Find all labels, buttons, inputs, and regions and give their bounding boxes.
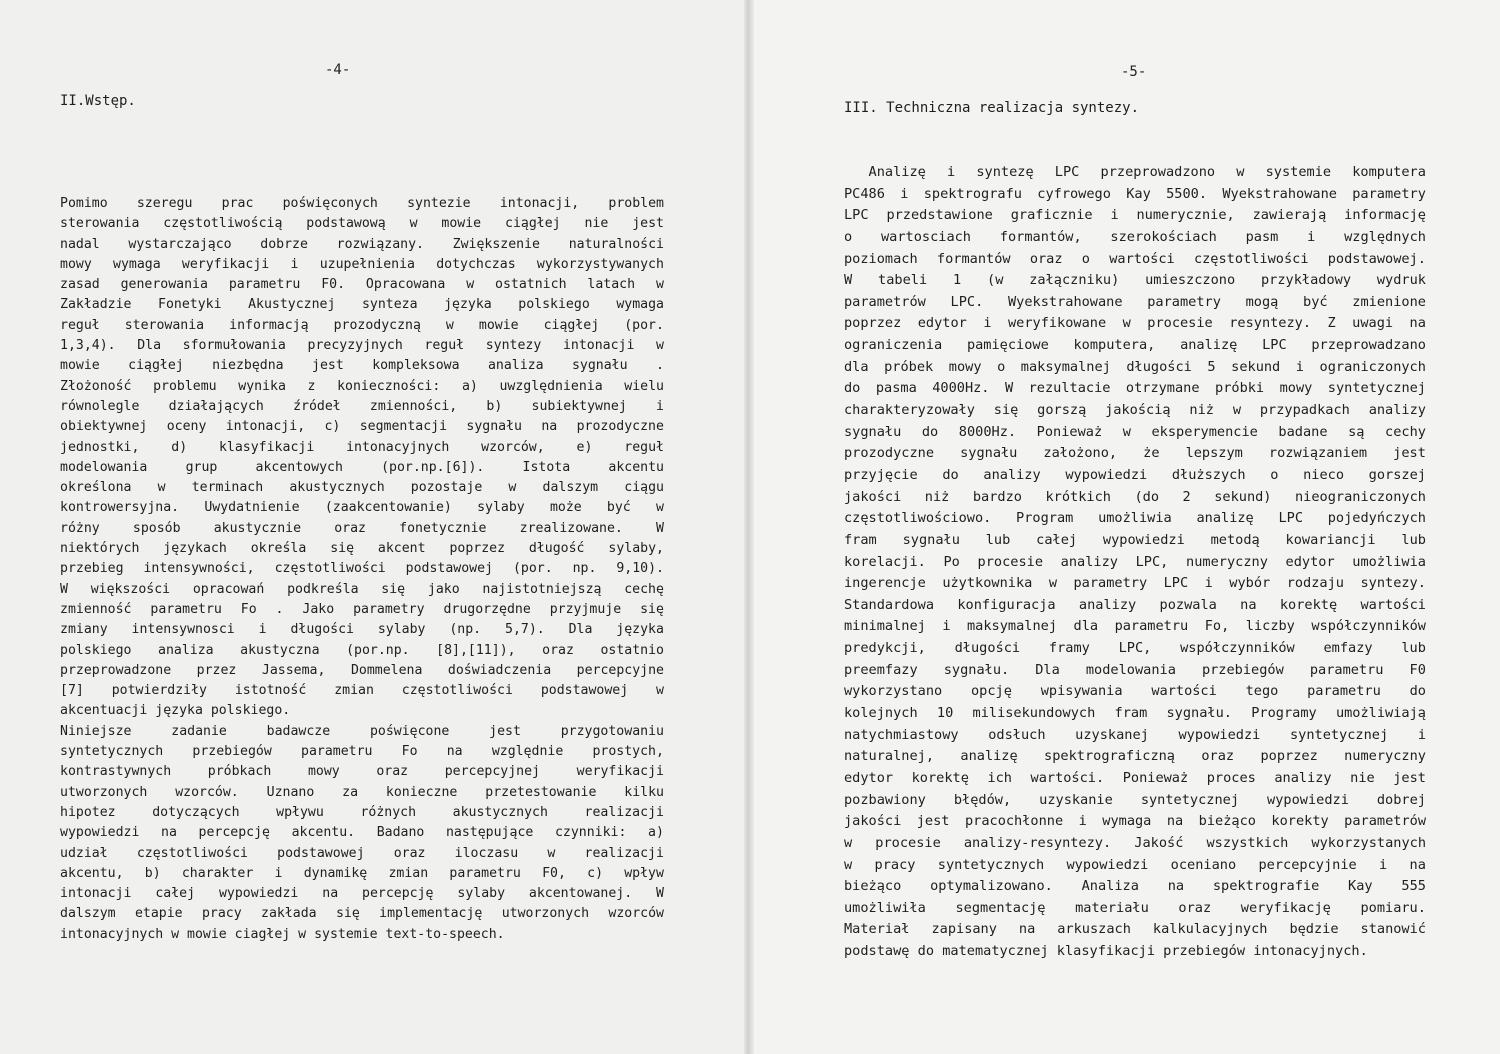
text-line: intonacyjnych w mowie ciagłej w systemie text-to-speech. — [60, 926, 505, 942]
text-line: niektórych językach określa się akcent poprzez długość sylaby, — [60, 541, 664, 557]
text-line: równolegle działających źródeł zmienności, b) subiektywnej i — [60, 398, 664, 414]
section-heading: II.Wstęp. — [60, 93, 136, 109]
body-text — [60, 194, 664, 945]
text-line: ograniczenia pamięciowe komputera, analizę LPC przeprowadzano — [844, 337, 1426, 354]
text-line: poprzez edytor i weryfikowane w procesie resyntezy. Z uwagi na — [844, 315, 1426, 332]
text-line: preemfazy sygnału. Dla modelowania przebiegów parametru F0 — [844, 661, 1426, 678]
text-line: naturalnej, analizę spektrograficzną oraz poprzez numeryczny — [844, 748, 1426, 765]
text-line: do pasma 4000Hz. W rezultacie otrzymane próbki mowy syntetycznej — [844, 380, 1426, 397]
text-line: Zakładzie Fonetyki Akustycznej synteza języka polskiego wymaga — [60, 297, 664, 313]
text-line: wypowiedzi na percepcję akcentu. Badano następujące czynniki: a) — [60, 825, 664, 841]
text-line: W tabeli 1 (w załączniku) umieszczono przykładowy wydruk — [844, 272, 1426, 289]
text-line: dalszym etapie pracy zakłada się implementację utworzonych wzorców — [60, 906, 664, 922]
text-line: predykcji, długości framy LPC, współczynników emfazy lub — [844, 640, 1426, 657]
book-gutter — [744, 0, 754, 1054]
text-line: reguł sterowania informacją prozodyczną w mowie ciągłej (por. — [60, 317, 664, 333]
text-line: edytor korektę ich wartości. Ponieważ proces analizy nie jest — [844, 769, 1426, 786]
text-line: minimalnej i maksymalnej dla parametru Fo, liczby współczynników — [844, 618, 1426, 635]
text-line: przeprowadzone przez Jassema, Dommelena doświadczenia percepcyjne — [60, 662, 664, 678]
text-line: zasad generowania parametru F0. Opracowana w ostatnich latach w — [60, 277, 664, 293]
text-line: Materiał zapisany na arkuszach kalkulacyjnych będzie stanowić — [844, 921, 1426, 938]
text-line: częstotliwościowo. Program umożliwia analizę LPC pojedyńczych — [844, 510, 1426, 527]
text-line: Analizę i syntezę LPC przeprowadzono w systemie komputera — [844, 164, 1426, 180]
text-line: poziomach formantów oraz o wartości częstotliwości podstawowej. — [844, 250, 1426, 267]
text-line: sygnału do 8000Hz. Ponieważ w eksperymencie badane są cechy — [844, 423, 1426, 440]
text-line: określona w terminach akustycznych pozostaje w dalszym ciągu — [60, 480, 664, 496]
text-line: pozbawiony błędów, uzyskanie syntetycznej wypowiedzi dobrej — [844, 791, 1426, 808]
section-heading: III. Techniczna realizacja syntezy. — [844, 100, 1140, 116]
text-line: bieżąco optymalizowano. Analiza na spektrografie Kay 555 — [844, 878, 1426, 895]
text-line: w procesie analizy-resyntezy. Jakość wszystkich wykorzystanych — [844, 834, 1426, 851]
text-line: w pracy syntetycznych wypowiedzi oceniano percepcyjnie i na — [844, 856, 1426, 873]
text-line: parametrów LPC. Wyekstrahowane parametry mogą być zmienione — [844, 293, 1426, 310]
text-line: jednostki, d) klasyfikacji intonacyjnych wzorców, e) reguł — [60, 439, 664, 455]
text-line: akcentu, b) charakter i dynamikę zmian parametru F0, c) wpływ — [60, 865, 664, 881]
text-line: sterowania częstotliwością podstawową w mowie ciągłej nie jest — [60, 216, 664, 232]
text-line: mowie ciągłej niezbędna jest kompleksowa analiza sygnału . — [60, 358, 664, 374]
page-number: -5- — [1121, 64, 1147, 80]
text-line: umożliwiła segmentację materiału oraz weryfikację pomiaru. — [844, 899, 1426, 916]
text-line: o wartosciach formantów, szerokościach pasm i względnych — [844, 228, 1426, 245]
text-line: mowy wymaga weryfikacji i uzupełnienia dotychczas wykorzystywanych — [60, 256, 664, 272]
text-line: natychmiastowy odsłuch uzyskanej wypowiedzi syntetycznej i — [844, 726, 1426, 743]
text-line: obiektywnej oceny intonacji, c) segmentacji sygnału na prozodyczne — [60, 419, 664, 435]
text-line: przebieg intensywności, częstotliwości podstawowej (por. np. 9,10). — [60, 561, 664, 577]
text-line: intonacji całej wypowiedzi na percepcję sylaby akcentowanej. W — [60, 886, 664, 902]
text-line: korelacji. Po procesie analizy LPC, numeryczny edytor umożliwia — [844, 553, 1426, 570]
text-line: polskiego analiza akustyczna (por.np. [8],[11]), oraz ostatnio — [60, 642, 664, 658]
text-line: zmienność parametru Fo . Jako parametry drugorzędne przyjmuje się — [60, 601, 664, 617]
text-line: przyjęcie do analizy wypowiedzi dłuższych o nieco gorszej — [844, 466, 1426, 483]
text-line: syntetycznych przebiegów parametru Fo na względnie prostych, — [60, 744, 664, 760]
text-line: kontrastywnych próbkach mowy oraz percepcyjnej weryfikacji — [60, 764, 664, 780]
text-line: podstawę do matematycznej klasyfikacji przebiegów intonacyjnych. — [844, 943, 1368, 960]
text-line: prozodyczne sygnału założono, że lepszym rozwiązaniem jest — [844, 445, 1426, 462]
text-line: Złożoność problemu wynika z konieczności: a) uwzględnienia wielu — [60, 378, 664, 394]
page-number: -4- — [325, 62, 351, 78]
text-line: kontrowersyjna. Uwydatnienie (zaakcentowanie) sylaby może być w — [60, 500, 664, 516]
text-line: akcentuacji języka polskiego. — [60, 703, 291, 719]
text-line: Pomimo szeregu prac poświęconych syntezie intonacji, problem — [60, 196, 664, 211]
text-line: modelowania grup akcentowych (por.np.[6]). Istota akcentu — [60, 459, 664, 475]
text-line: Niniejsze zadanie badawcze poświęcone jest przygotowaniu — [60, 723, 664, 739]
text-line: różny sposób akustycznie oraz fonetycznie zrealizowane. W — [60, 520, 664, 536]
left-page — [0, 0, 748, 1054]
text-line: fram sygnału lub całej wypowiedzi metodą kowariancji lub — [844, 531, 1426, 548]
text-line: dla próbek mowy o maksymalnej długości 5 sekund i ograniczonych — [844, 358, 1426, 375]
text-line: jakości niż bardzo krótkich (do 2 sekund) nieograniczonych — [844, 488, 1426, 505]
text-line: utworzonych wzorców. Uznano za konieczne przetestowanie kilku — [60, 784, 664, 800]
text-line: [7] potwierdziły istotność zmian częstotliwości podstawowej w — [60, 683, 664, 699]
text-line: ingerencje użytkownika w parametry LPC i wybór rodzaju syntezy. — [844, 575, 1426, 592]
text-line: 1,3,4). Dla sformułowania precyzyjnych reguł syntezy intonacji w — [60, 338, 664, 354]
text-line: charakteryzowały się gorszą jakością niż w przypadkach analizy — [844, 402, 1426, 419]
text-line: PC486 i spektrografu cyfrowego Kay 5500. Wyekstrahowane parametry — [844, 185, 1426, 202]
text-line: wykorzystano opcję wpisywania wartości tego parametru do — [844, 683, 1426, 700]
text-line: hipotez dotyczących wpływu różnych akustycznych realizacji — [60, 804, 664, 820]
right-page — [748, 0, 1500, 1054]
text-line: zmiany intensywnosci i długości sylaby (np. 5,7). Dla języka — [60, 622, 664, 638]
text-line: kolejnych 10 milisekundowych fram sygnału. Programy umożliwiają — [844, 705, 1426, 722]
text-line: LPC przedstawione graficznie i numerycznie, zawierają informację — [844, 207, 1426, 224]
text-line: Standardowa konfiguracja analizy pozwala na korektę wartości — [844, 596, 1426, 613]
text-line: W większości opracowań podkreśla się jako najistotniejszą cechę — [60, 581, 664, 597]
body-text — [844, 162, 1426, 963]
text-line: nadal wystarczająco dobrze rozwiązany. Zwiększenie naturalności — [60, 236, 664, 252]
text-line: jakości jest pracochłonne i wymaga na bieżąco korekty parametrów — [844, 813, 1426, 830]
text-line: udział częstotliwości podstawowej oraz iloczasu w realizacji — [60, 845, 664, 861]
